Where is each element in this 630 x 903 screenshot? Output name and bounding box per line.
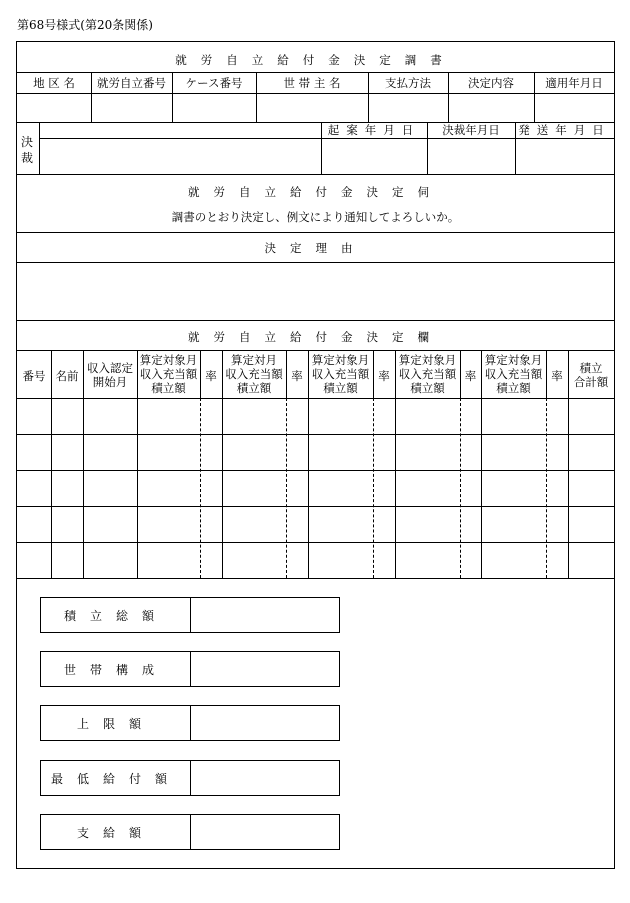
- decision-column-title: 就労自立給付金決定欄: [188, 330, 443, 344]
- header-decision-content: 決定内容: [468, 76, 514, 90]
- col-name: 名前: [55, 369, 79, 383]
- g5-month: 算定対象月: [484, 353, 543, 367]
- summary-saving-total-label: 積立総額: [63, 608, 168, 623]
- g3-income: 収入充当額: [311, 367, 370, 381]
- g2-saving: 積立額: [236, 381, 272, 395]
- send-date-label: 発送年月日: [518, 123, 611, 137]
- summary-payment-label: 支給額: [76, 825, 155, 840]
- summary-saving-total: [40, 597, 340, 633]
- summary-upper-limit-field[interactable]: [191, 706, 339, 740]
- header-apply-date: 適用年月日: [545, 76, 603, 90]
- approval-date-label: 決裁年月日: [442, 123, 500, 137]
- g5-saving: 積立額: [496, 381, 531, 395]
- g4-income: 収入充当額: [398, 367, 457, 381]
- g2-income: 収入充当額: [225, 367, 283, 381]
- col-start-1: 収入認定: [87, 361, 133, 375]
- decision-request-text: 調書のとおり決定し、例文により通知してよろしいか。: [171, 210, 460, 224]
- g3-month: 算定対象月: [311, 353, 370, 367]
- summary-payment: [40, 814, 340, 850]
- header-case-number: ケース番号: [185, 76, 243, 90]
- summary-upper-limit-label: 上限額: [76, 716, 155, 731]
- header-employment-number: 就労自立番号: [97, 76, 166, 90]
- g1-rate: 率: [205, 369, 217, 383]
- g1-income: 収入充当額: [139, 367, 198, 381]
- summary-min-benefit-label: 最低給付額: [50, 771, 181, 786]
- summary-payment-field[interactable]: [191, 815, 339, 849]
- g4-rate: 率: [464, 369, 477, 383]
- summary-household-field[interactable]: [191, 652, 339, 686]
- summary-household-label: 世帯構成: [63, 662, 168, 677]
- summary-min-benefit-field[interactable]: [191, 761, 339, 795]
- reason-title: 決定理由: [264, 241, 367, 255]
- g4-month: 算定対象月: [398, 353, 457, 367]
- draft-date-label: 起案年月日: [327, 123, 421, 137]
- col-total-2: 合計額: [573, 375, 609, 389]
- g5-rate: 率: [551, 369, 563, 383]
- col-start-2: 開始月: [92, 375, 128, 389]
- approval-label: 決裁: [21, 135, 34, 165]
- summary-household: [40, 651, 340, 687]
- col-total-1: 積立: [579, 361, 603, 375]
- g3-rate: 率: [378, 369, 390, 383]
- g3-saving: 積立額: [323, 381, 358, 395]
- header-payment-method: 支払方法: [385, 76, 431, 90]
- g2-rate: 率: [291, 369, 303, 383]
- summary-saving-total-field[interactable]: [191, 598, 339, 632]
- g2-month: 算定対月: [231, 353, 277, 367]
- summary-min-benefit: [40, 760, 340, 796]
- decision-request-title: 就労自立給付金決定伺: [188, 185, 443, 199]
- g5-income: 収入充当額: [484, 367, 543, 381]
- g1-saving: 積立額: [151, 381, 186, 395]
- summary-upper-limit: [40, 705, 340, 741]
- header-household-head: 世 帯 主 名: [283, 76, 341, 90]
- form-id: 第68号様式(第20条関係): [17, 18, 153, 32]
- investigation-title: 就労自立給付金決定調書: [175, 53, 456, 67]
- g1-month: 算定対象月: [139, 353, 198, 367]
- g4-saving: 積立額: [410, 381, 445, 395]
- header-district: 地 区 名: [33, 76, 75, 90]
- decision-form: [16, 41, 615, 869]
- col-number: 番号: [22, 369, 46, 383]
